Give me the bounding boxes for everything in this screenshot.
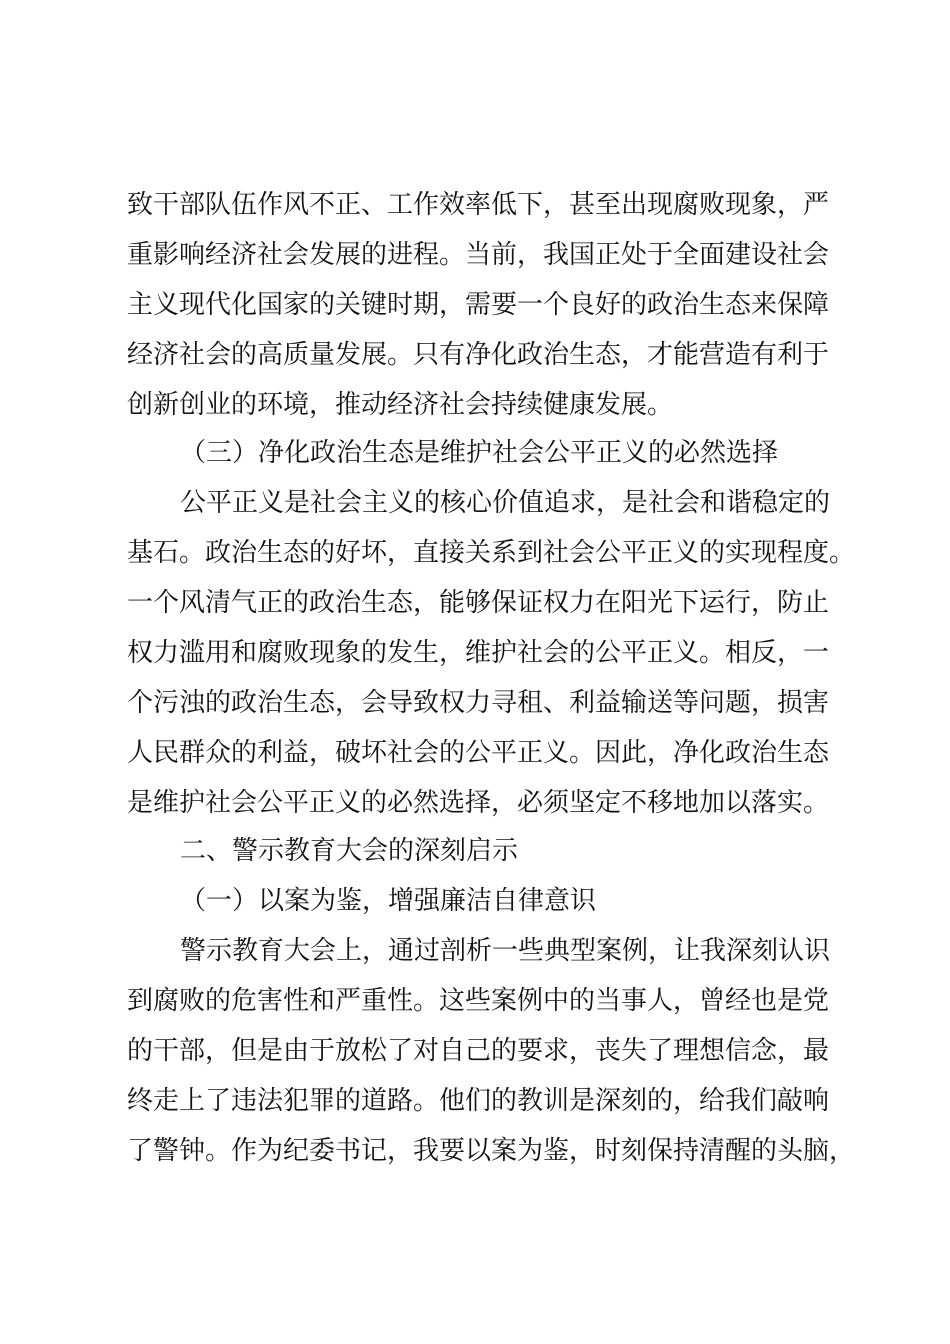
text-line: 警示教育大会上，通过剖析一些典型案例，让我深刻认识	[180, 936, 831, 966]
text-line: 个污浊的政治生态，会导致权力寻租、利益输送等问题，损害	[127, 688, 830, 718]
text-line: 的干部，但是由于放松了对自己的要求，丧失了理想信念，最	[127, 1036, 830, 1066]
text-line: 了警钟。作为纪委书记，我要以案为鉴，时刻保持清醒的头脑，	[127, 1136, 856, 1166]
text-line: 一个风清气正的政治生态，能够保证权力在阳光下运行，防止	[127, 588, 830, 618]
text-line: 致干部队伍作风不正、工作效率低下，甚至出现腐败现象，严	[127, 190, 830, 220]
text-line: 创新创业的环境，推动经济社会持续健康发展。	[127, 390, 674, 420]
section-heading: 二、警示教育大会的深刻启示	[180, 836, 519, 866]
text-line: 到腐败的危害性和严重性。这些案例中的当事人，曾经也是党	[127, 986, 830, 1016]
text-line: 经济社会的高质量发展。只有净化政治生态，才能营造有利于	[127, 340, 830, 370]
subsection-heading: （一）以案为鉴，增强廉洁自律意识	[180, 886, 597, 916]
text-line: 终走上了违法犯罪的道路。他们的教训是深刻的，给我们敲响	[127, 1086, 830, 1116]
text-line: 人民群众的利益，破坏社会的公平正义。因此，净化政治生态	[127, 738, 830, 768]
text-line: 重影响经济社会发展的进程。当前，我国正处于全面建设社会	[127, 240, 830, 270]
text-line: 是维护社会公平正义的必然选择，必须坚定不移地加以落实。	[127, 788, 830, 818]
section-heading: （三）净化政治生态是维护社会公平正义的必然选择	[180, 438, 779, 468]
text-line: 权力滥用和腐败现象的发生，维护社会的公平正义。相反，一	[127, 638, 830, 668]
text-line: 主义现代化国家的关键时期，需要一个良好的政治生态来保障	[127, 290, 830, 320]
text-line: 公平正义是社会主义的核心价值追求，是社会和谐稳定的	[180, 488, 831, 518]
text-line: 基石。政治生态的好坏，直接关系到社会公平正义的实现程度。	[127, 538, 856, 568]
